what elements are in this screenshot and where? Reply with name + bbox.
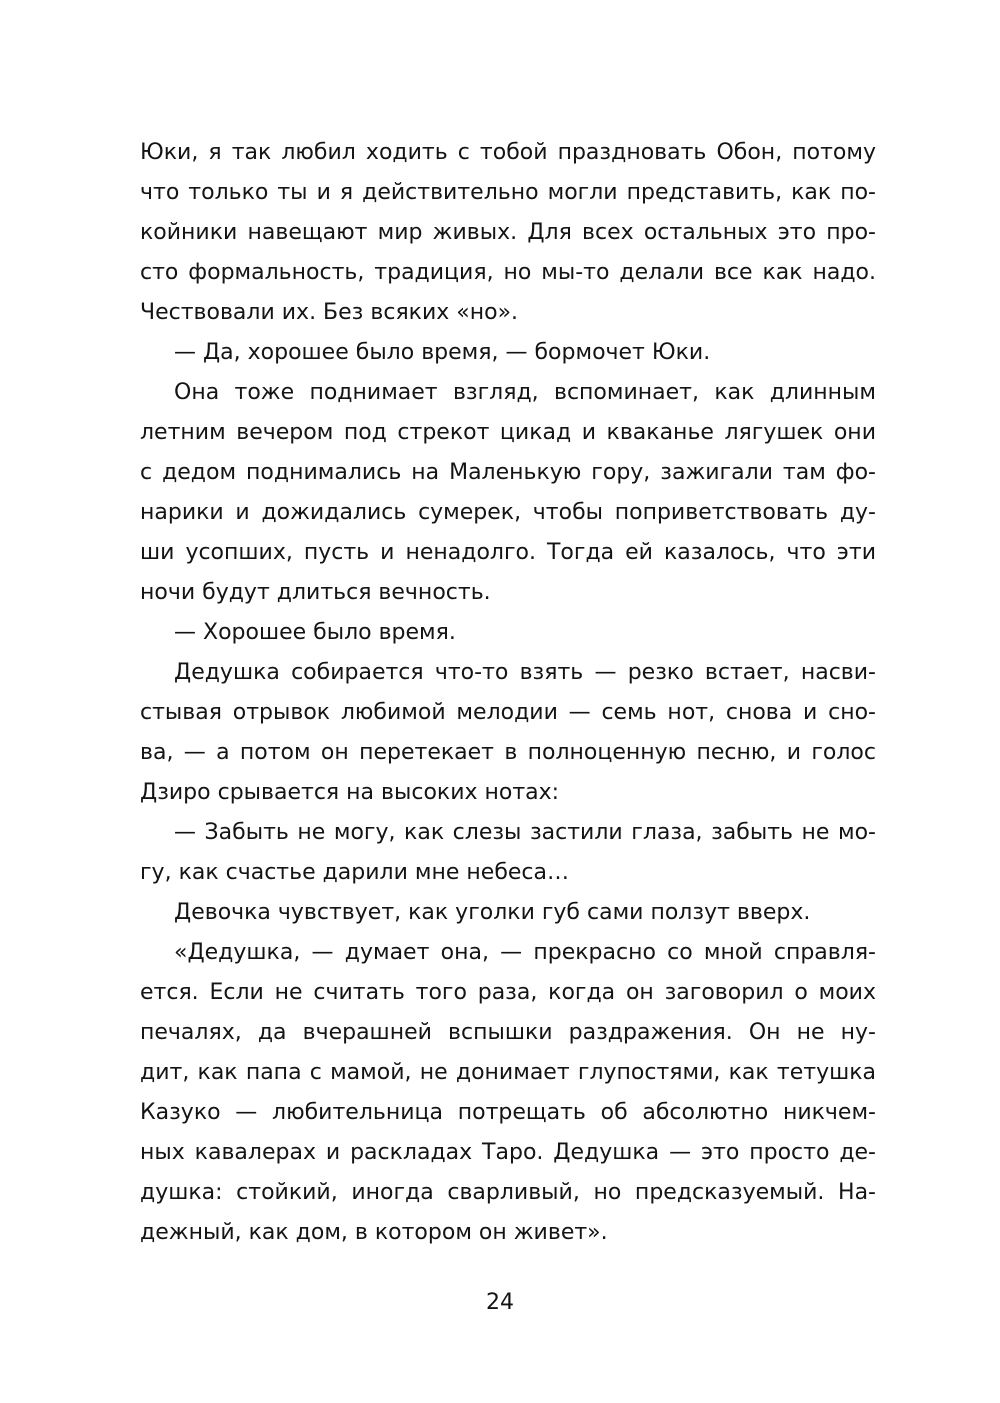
text-line: Чествовали их. Без всяких «но».: [140, 300, 519, 325]
text-line: — Да, хорошее было время, — бормочет Юки.: [174, 340, 711, 365]
text-line: ши усопших, пусть и ненадолго. Тогда ей казалось, что эти: [140, 540, 876, 565]
text-line: Дзиро срывается на высоких нотах:: [140, 780, 560, 805]
text-line: Дедушка собирается что-то взять — резко встает, насви-: [174, 660, 876, 685]
text-line: что только ты и я действительно могли представить, как по-: [140, 180, 876, 205]
text-line: дит, как папа с мамой, не донимает глупостями, как тетушка: [140, 1060, 876, 1085]
text-line: койники навещают мир живых. Для всех остальных это про-: [140, 220, 876, 245]
text-line: ных кавалерах и раскладах Таро. Дедушка — это просто де-: [140, 1140, 876, 1165]
page-number: 24: [486, 1290, 514, 1315]
text-line: — Забыть не могу, как слезы застили глаза, забыть не мо-: [174, 820, 876, 845]
text-line: сто формальность, традиция, но мы-то делали все как надо.: [140, 260, 876, 285]
paragraph: [140, 373, 876, 613]
text-line: ется. Если не считать того раза, когда он заговорил о моих: [140, 980, 876, 1005]
body-text: [140, 133, 876, 1253]
text-line: стывая отрывок любимой мелодии — семь нот, снова и сно-: [140, 700, 876, 725]
text-line: Юки, я так любил ходить с тобой праздновать Обон, потому: [140, 140, 876, 165]
text-line: — Хорошее было время.: [174, 620, 456, 645]
paragraph: [140, 133, 876, 333]
text-line: Она тоже поднимает взгляд, вспоминает, как длинным: [174, 380, 876, 405]
text-line: ва, — а потом он перетекает в полноценную песню, и голос: [140, 740, 876, 765]
text-line: душка: стойкий, иногда сварливый, но предсказуемый. На-: [140, 1180, 876, 1205]
text-line: гу, как счастье дарили мне небеса…: [140, 860, 570, 885]
paragraph: [140, 653, 876, 813]
paragraph: [140, 613, 876, 653]
text-line: Казуко — любительница потрещать об абсолютно никчем-: [140, 1100, 876, 1125]
paragraph: [140, 333, 876, 373]
text-line: Девочка чувствует, как уголки губ сами ползут вверх.: [174, 900, 811, 925]
text-line: «Дедушка, — думает она, — прекрасно со мной справля-: [174, 940, 876, 965]
paragraph: [140, 813, 876, 893]
text-line: с дедом поднимались на Маленькую гору, зажигали там фо-: [140, 460, 876, 485]
text-line: летним вечером под стрекот цикад и кваканье лягушек они: [140, 420, 876, 445]
paragraph: [140, 933, 876, 1253]
text-line: дежный, как дом, в котором он живет».: [140, 1220, 608, 1245]
text-line: ночи будут длиться вечность.: [140, 580, 491, 605]
text-line: нарики и дожидались сумерек, чтобы поприветствовать ду-: [140, 500, 876, 525]
paragraph: [140, 893, 876, 933]
text-line: печалях, да вчерашней вспышки раздражения. Он не ну-: [140, 1020, 876, 1045]
